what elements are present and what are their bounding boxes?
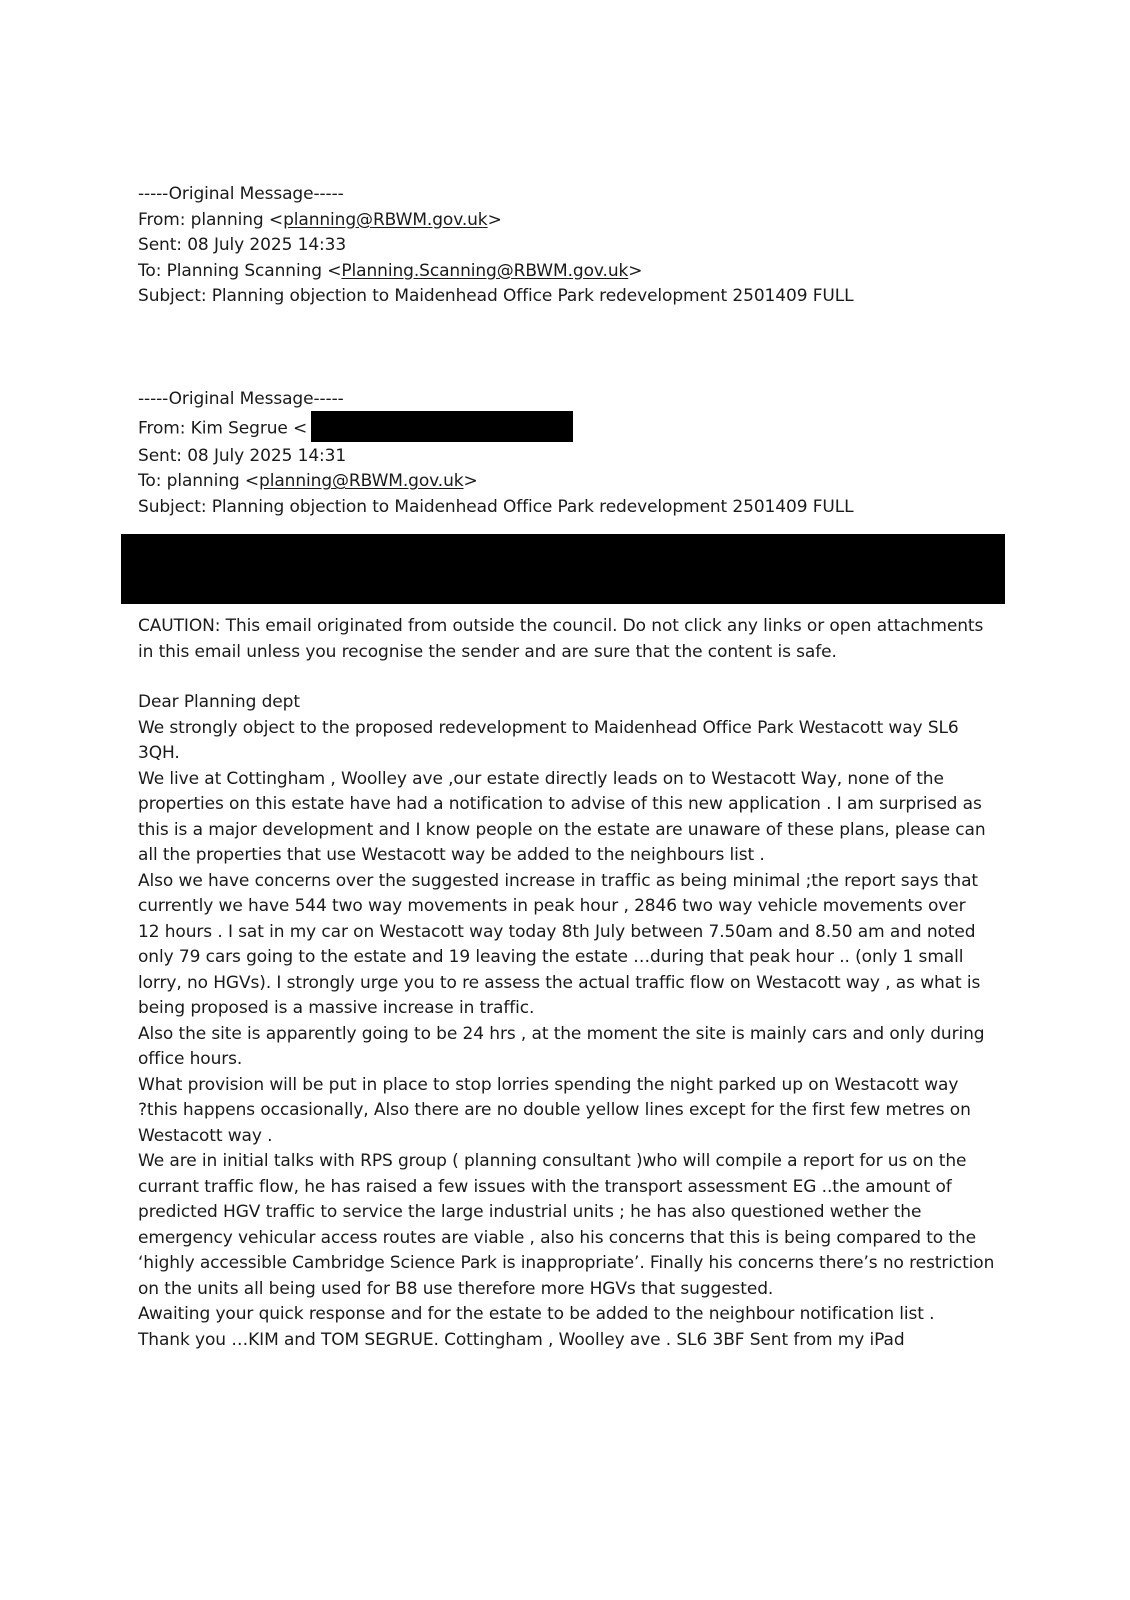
redacted-banner-block [121,534,1005,604]
body-line: properties on this estate have had a notification to advise of this new application . I am surprised as [138,794,982,814]
from-label: From: planning < [138,209,284,230]
body-line: We live at Cottingham , Woolley ave ,our estate directly leads on to Westacott Way, none of the [138,768,944,789]
to-line [138,469,1008,495]
to-email-link[interactable]: planning@RBWM.gov.uk [259,471,464,491]
body-line: on the units all being used for B8 use therefore more HGVs that suggested. [138,1278,774,1299]
caution-line: in this email unless you recognise the sender and are sure that the content is safe. [138,641,837,662]
body-line: 3QH. [138,743,180,763]
body-line: lorry, no HGVs). I strongly urge you to re assess the actual traffic flow on Westacott way , as what is [138,972,981,993]
body-line: all the properties that use Westacott way be added to the neighbours list . [138,845,765,865]
to-label: To: planning < [138,471,260,491]
caution-line: CAUTION: This email originated from outside the council. Do not click any links or open attachments [138,616,984,636]
from-email-link[interactable]: planning@RBWM.gov.uk [283,209,488,230]
to-close: > [628,260,643,281]
sent-line: Sent: 08 July 2025 14:31 [138,445,347,466]
body-line: this is a major development and I know people on the estate are unaware of these plans, please can [138,819,986,840]
to-email-link[interactable]: Planning.Scanning@RBWM.gov.uk [341,260,629,281]
body-line: ?this happens occasionally, Also there are no double yellow lines except for the first few metres on [138,1100,971,1120]
body-line: We are in initial talks with RPS group ( planning consultant )who will compile a report for us on the [138,1151,967,1171]
from-label: From: Kim Segrue < [138,418,308,438]
from-line [138,413,1008,444]
body-line: office hours. [138,1049,243,1069]
subject-line: Subject: Planning objection to Maidenhead Office Park redevelopment 2501409 FULL [138,496,854,517]
from-line [138,208,1008,234]
subject-line: Subject: Planning objection to Maidenhead Office Park redevelopment 2501409 FULL [138,286,854,306]
redacted-email-block [311,411,573,442]
body-line: Thank you …KIM and TOM SEGRUE. Cottingham , Woolley ave . SL6 3BF Sent from my iPad [138,1329,905,1350]
body-line: We strongly object to the proposed redevelopment to Maidenhead Office Park Westacott way SL6 [138,717,959,738]
body-line: predicted HGV traffic to service the large industrial units ; he has also questioned wether the [138,1202,922,1222]
to-close: > [463,471,478,491]
body-line: Also we have concerns over the suggested increase in traffic as being minimal ;the report says that [138,870,978,891]
email-body [138,690,1008,1353]
to-label: To: Planning Scanning < [138,260,342,281]
message-separator: -----Original Message----- [138,389,344,409]
from-close: > [487,209,502,230]
message-separator: -----Original Message----- [138,184,344,204]
original-message-header [138,182,1008,310]
body-line: currant traffic flow, he has raised a few issues with the transport assessment EG ..the amount of [138,1176,952,1197]
body-line: 12 hours . I sat in my car on Westacott way today 8th July between 7.50am and 8.50 am and noted [138,921,976,942]
body-line: ‘highly accessible Cambridge Science Park is inappropriate’. Finally his concerns there’s no restriction [138,1253,995,1273]
body-line: What provision will be put in place to stop lorries spending the night parked up on Westacott way [138,1074,959,1095]
body-line: being proposed is a massive increase in traffic. [138,998,535,1018]
caution-notice [138,614,1008,665]
body-line: emergency vehicular access routes are viable , also his concerns that this is being compared to the [138,1227,976,1248]
body-line: only 79 cars going to the estate and 19 leaving the estate …during that peak hour .. (only 1 small [138,947,964,967]
greeting: Dear Planning dept [138,692,300,712]
body-line: currently we have 544 two way movements in peak hour , 2846 two way vehicle movements over [138,896,966,916]
sent-line: Sent: 08 July 2025 14:33 [138,235,347,255]
body-line: Westacott way . [138,1125,273,1146]
to-line [138,259,1008,285]
body-line: Awaiting your quick response and for the estate to be added to the neighbour notification list . [138,1304,935,1324]
body-line: Also the site is apparently going to be 24 hrs , at the moment the site is mainly cars and only during [138,1023,985,1044]
forwarded-message-header [138,387,1008,520]
